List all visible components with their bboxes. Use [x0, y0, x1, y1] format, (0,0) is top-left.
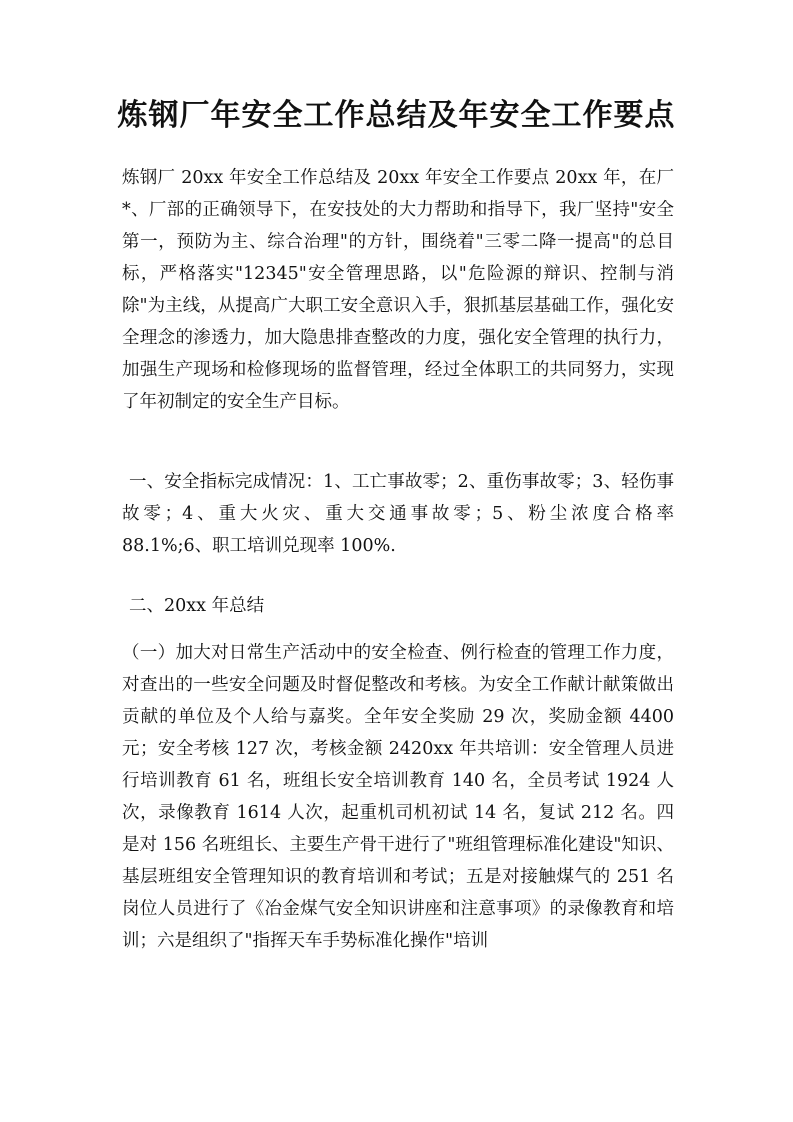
- section-heading-summary: 二、20xx 年总结: [129, 596, 265, 616]
- document-title: 炼钢厂年安全工作总结及年安全工作要点: [117, 98, 676, 133]
- safety-indicators-paragraph: 一、安全指标完成情况：1、工亡事故零；2、重伤事故零；3、轻伤事故零；4、重大火灾、重大交通事故零；5、粉尘浓度合格率 88.1%;6、职工培训兑现率 100%.: [122, 472, 674, 556]
- intro-paragraph: 炼钢厂 20xx 年安全工作总结及 20xx 年安全工作要点 20xx 年，在厂*、厂部的正确领导下，在安技处的大力帮助和指导下，我厂坚持"安全第一，预防为主、综合治理"的方针，围绕着"三零二降一提高"的总目标，严格落实"12345"安全管理思路，以"危险源的辩识、控制与消除"为主线，从提高广大职工安全意识入手，狠抓基层基础工作，强化安全理念的渗透力，加大隐患排查整改的力度，强化安全管理的执行力，加强生产现场和检修现场的监督管理，经过全体职工的共同努力，实现了年初制定的安全生产目标。: [122, 168, 674, 412]
- summary-paragraph-1: （一）加大对日常生产活动中的安全检查、例行检查的管理工作力度，对查出的一些安全问题及时督促整改和考核。为安全工作献计献策做出贡献的单位及个人给与嘉奖。全年安全奖励 29 次，奖励金额 4400 元；安全考核 127 次，考核金额 2420xx 年共培训：安全管理人员进行培训教育 61 名，班组长安全培训教育 140 名，全员考试 1924 人次，录像教育 1614 人次，起重机司机初试 14 名，复试 212 名。四是对 156 名班组长、主要生产骨干进行了"班组管理标准化建设"知识、基层班组安全管理知识的教育培训和考试；五是对接触煤气的 251 名岗位人员进行了《冶金煤气安全知识讲座和注意事项》的录像教育和培训；六是组织了"指挥天车手势标准化操作"培训: [122, 643, 674, 951]
